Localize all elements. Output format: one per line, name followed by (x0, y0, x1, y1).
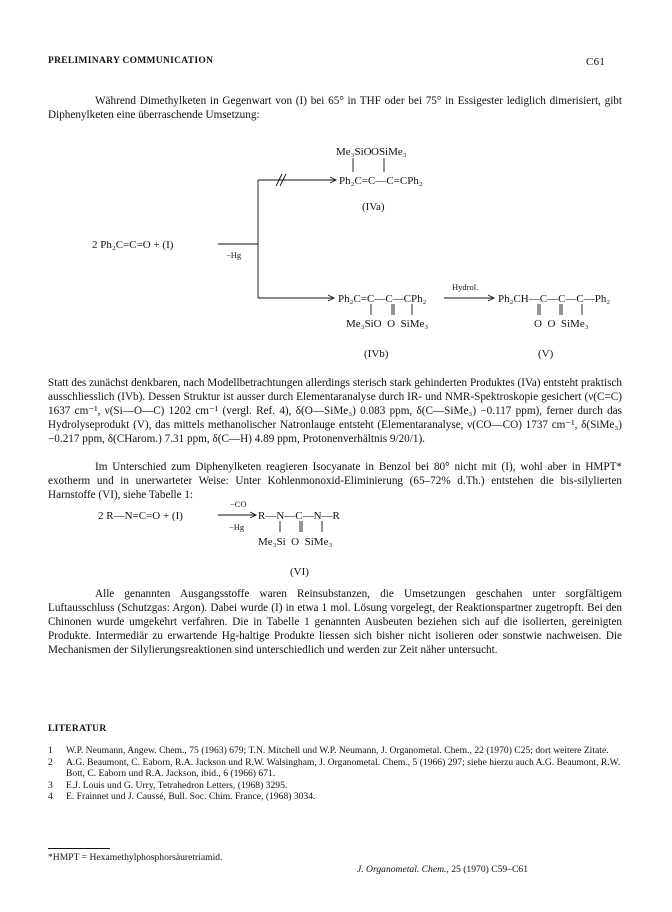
footnote: *HMPT = Hexamethylphosphorsäuretriamid. (48, 852, 223, 863)
scheme2-minus-co: −CO (230, 499, 247, 509)
running-header: PRELIMINARY COMMUNICATION (48, 56, 214, 66)
journal-citation: J. Organometal. Chem., 25 (1970) C59–C61 (357, 864, 528, 875)
reference-item: 1 W.P. Neumann, Angew. Chem., 75 (1963) 679; T.N. Mitchell und W.P. Neumann, J. Organometal. Chem., 22 (1970) C25; dort weitere Zitate. (48, 745, 609, 756)
IVa-formula: Ph₂C=C—C=CPh₂ (339, 175, 423, 187)
IVb-label: (IVb) (364, 348, 389, 360)
reference-item: 3 E.J. Louis und G. Urry, Tetrahedron Letters, (1968) 3295. (48, 779, 288, 791)
scheme1-reagent: −Hg (226, 250, 242, 260)
scheme2-minus-hg: −Hg (229, 522, 245, 532)
reference-list (48, 745, 628, 803)
reference-item: 4 E. Frainnet und J. Caussé, Bull. Soc. Chim. France, (1968) 3034. (48, 791, 316, 802)
scheme1-reactant: 2 Ph₂C=C=O + (I) (92, 239, 174, 251)
scheme2-reactant: 2 R—N=C=O + (I) (98, 510, 183, 522)
IVa-label: (IVa) (362, 201, 385, 213)
reference-item: 2 A.G. Beaumont, C. Eaborn, R.A. Jackson und R.W. Walsingham, J. Organometal. Chem., 5 (1966) 297; siehe hierzu auch A.G. Beaumont, R.W. Bott, C. Eaborn und R.A. Jackson, ibid., 6 (1966) 671. (48, 756, 621, 779)
page-number: C61 (586, 56, 606, 68)
V-substituents: O O SiMe₃ (534, 318, 589, 330)
paragraph-isocyanates: Im Unterschied zum Diphenylketen reagieren Isocyanate in Benzol bei 80° nicht mit (I), wohl aber in HMPT* exotherm und in unerwarteter Weise: Unter Kohlenmonoxid-Eliminierung (65–72% d.Th.) entstehen die bis-silylierten Harnstoffe (VI), siehe Tabelle 1: (48, 461, 622, 501)
intro-paragraph: Während Dimethylketen in Gegenwart von (I) bei 65° in THF oder bei 75° in Essigester lediglich dimerisiert, gibt Diphenylketen eine überraschende Umsetzung: (48, 95, 622, 121)
V-label: (V) (538, 348, 554, 360)
literature-heading: LITERATUR (48, 724, 107, 734)
VI-label: (VI) (290, 566, 309, 578)
VI-formula: R—N—C—N—R (258, 510, 340, 522)
hydrolysis-label: Hydrol. (452, 282, 479, 292)
paragraph-conditions: Alle genannten Ausgangsstoffe waren Reinsubstanzen, die Umsetzungen geschahen unter sorgfältigem Luftausschluss (Schutzgas: Argon). Dabei wurde (I) in etwa 1 mol. Lösung vorgelegt, der Reaktionspartner zugetropft. Bei den Chinonen wurde umgekehrt verfahren. Die in Tabelle 1 genannten Ausbeuten beziehen sich auf die isolierten, gereinigten Produkte. Intermediär zu erwartende Hg-haltige Produkte liessen sich bisher nicht isolieren oder sonstwie nachweisen. Die Mechanismen der Silylierungsreaktionen sind unterschiedlich und werden zur Zeit näher untersucht. (48, 588, 622, 656)
VI-substituents: Me₃Si O SiMe₃ (258, 536, 333, 548)
IVa-top-right-substituent: OSiMe₃ (371, 146, 407, 158)
IVb-substituents: Me₃SiO O SiMe₃ (346, 318, 429, 330)
IVb-formula: Ph₂C=C—C—CPh₂ (338, 293, 427, 305)
footnote-rule (48, 848, 110, 849)
IVa-top-left-substituent: Me₃SiO (336, 146, 372, 158)
V-formula: Ph₂CH—C—C—C—Ph₂ (498, 293, 611, 305)
paragraph-structure: Statt des zunächst denkbaren, nach Modellbetrachtungen allerdings sterisch stark gehinderten Produktes (IVa) entsteht praktisch ausschliesslich (IVb). Dessen Struktur ist ausser durch Elementaranalyse durch IR- und NMR-Spektroskopie gesichert (ν(C=C) 1637 cm⁻¹, ν(Si—O—C) 1202 cm⁻¹ (vergl. Ref. 4), δ(O—SiMe₃) 0.083 ppm, δ(C—SiMe₃) −0.117 ppm), ferner durch das Hydrolyseprodukt (V), das mittels methanolischer Natronlauge entsteht (Elementaranalyse, ν(CO—CO) 1737 cm⁻¹, δ(SiMe₃) −0.217 ppm, δ(CHarom.) 7.31 ppm, δ(C—H) 4.89 ppm, Protonenverhältnis 9/20/1). (48, 377, 622, 445)
